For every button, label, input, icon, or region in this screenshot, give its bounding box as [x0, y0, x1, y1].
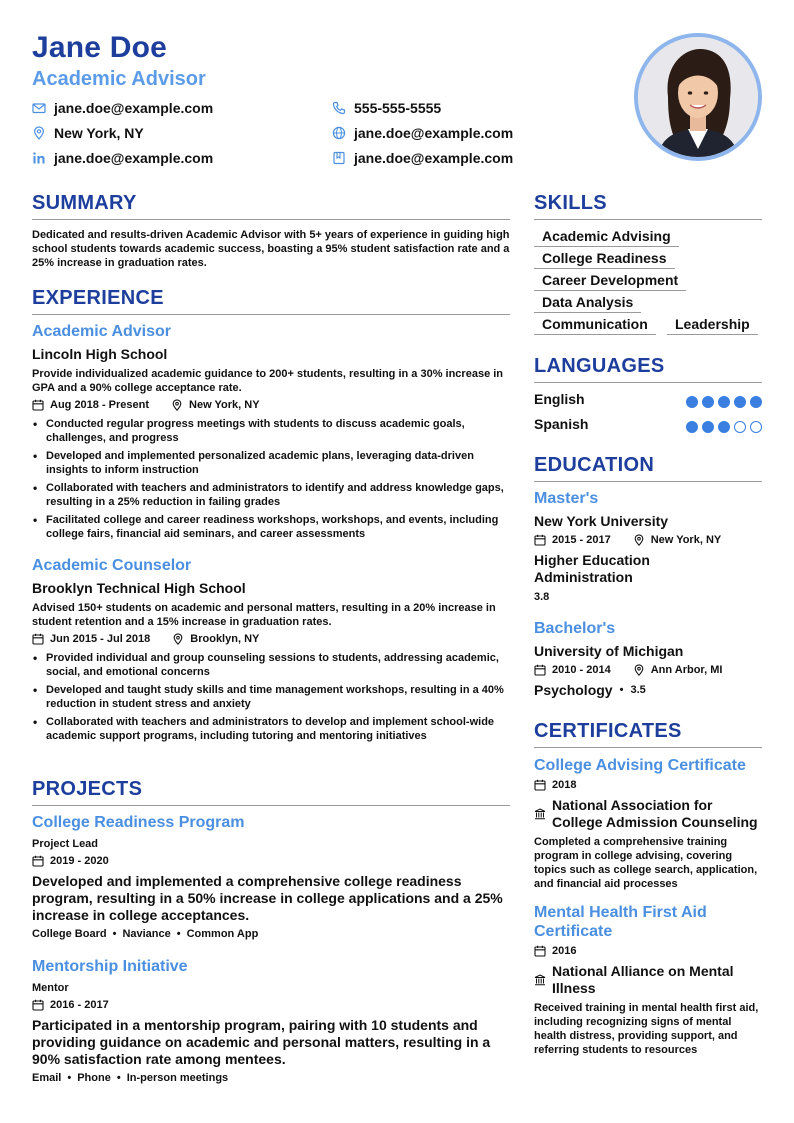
education-heading: EDUCATION	[534, 454, 655, 476]
calendar-icon	[32, 633, 44, 645]
tag: College Board	[32, 928, 107, 940]
job-meta	[32, 633, 259, 645]
job-dates: Aug 2018 - Present	[50, 399, 150, 411]
tag: Email	[32, 1072, 62, 1084]
contact-portfolio-text: jane.doe@example.com	[354, 150, 514, 166]
list-item: • Developed and taught study skills and time management workshops, resulting in a 40% reduction in student stress and anxiety	[32, 683, 514, 711]
contact-linkedin-text: jane.doe@example.com	[54, 150, 214, 166]
language-name: English	[534, 391, 585, 407]
mail-icon	[32, 101, 46, 115]
list-item: • Conducted regular progress meetings with students to discuss academic goals, challenges, and progress	[32, 417, 514, 445]
languages-heading: LANGUAGES	[534, 355, 665, 377]
level-dot-filled	[718, 396, 730, 408]
language-level	[686, 421, 762, 433]
project-tags: Email • Phone • In-person meetings	[32, 1072, 229, 1084]
phone-icon	[332, 101, 346, 115]
institution-icon	[534, 808, 546, 820]
projects-heading: PROJECTS	[32, 778, 143, 800]
institution-icon	[534, 974, 546, 986]
project-dates: 2016 - 2017	[50, 999, 109, 1011]
level-dot-filled	[750, 396, 762, 408]
gpa: 3.8	[534, 591, 550, 603]
contact-location-text: New York, NY	[54, 125, 144, 141]
contact-website[interactable]	[332, 125, 513, 141]
skill-tag: Communication	[534, 316, 656, 335]
education-meta	[534, 664, 722, 676]
skill-tag: Data Analysis	[534, 294, 641, 313]
contact-linkedin[interactable]	[32, 150, 213, 166]
list-item: • Developed and implemented personalized academic plans, leveraging data-driven insights to inform instruction	[32, 449, 514, 477]
contact-portfolio[interactable]	[332, 150, 513, 166]
calendar-icon	[534, 945, 546, 957]
project-description: Participated in a mentorship program, pairing with 10 students and providing guidance on academic and personal matters, resulting in a 90% satisfaction rate among mentees.	[32, 1017, 491, 1067]
linkedin-icon	[32, 151, 46, 165]
skills-divider	[534, 219, 762, 220]
summary-text: Dedicated and results-driven Academic Advisor with 5+ years of experience in guiding high school students towards academic success, boasting a 95% student satisfaction rate and a 25% increase in graduation rates.	[32, 229, 510, 269]
project-role: Mentor	[32, 982, 69, 994]
certificate-description: Received training in mental health first aid, including recognizing signs of mental health distress, providing support, and referring students to resources	[534, 1002, 759, 1056]
level-dot-filled	[718, 421, 730, 433]
calendar-icon	[32, 855, 44, 867]
job-location: Brooklyn, NY	[190, 633, 260, 645]
gpa: 3.5	[630, 684, 646, 696]
tag: Common App	[186, 928, 259, 940]
list-item: • Facilitated college and career readiness workshops, workshops, and events, including college fairs, financial aid seminars, and career assessments	[32, 513, 514, 541]
calendar-icon	[32, 999, 44, 1011]
contact-website-text: jane.doe@example.com	[354, 125, 514, 141]
job-organization: Lincoln High School	[32, 346, 168, 362]
level-dot-filled	[702, 421, 714, 433]
certificates-heading: CERTIFICATES	[534, 720, 682, 742]
project-description: Developed and implemented a comprehensive college readiness program, resulting in a 50% increase in college applications and a 25% increase in college acceptances.	[32, 873, 503, 923]
project-name: Mentorship Initiative	[32, 958, 188, 975]
education-dates: 2015 - 2017	[552, 534, 611, 546]
calendar-icon	[32, 399, 44, 411]
level-dot-filled	[686, 421, 698, 433]
location-pin-icon	[32, 126, 46, 140]
certificate-year-row	[534, 779, 576, 791]
calendar-icon	[534, 534, 546, 546]
job-description: Provide individualized academic guidance to 200+ students, resulting in a 30% increase in GPA and a 90% college acceptance rate.	[32, 368, 504, 394]
certificate-name: College Advising Certificate	[534, 757, 746, 774]
certificate-year-row	[534, 945, 576, 957]
certificate-year: 2016	[552, 945, 577, 957]
skills-heading: SKILLS	[534, 192, 607, 214]
skill-tag: College Readiness	[534, 250, 675, 269]
tag: Naviance	[122, 928, 171, 940]
job-title: Academic Counselor	[32, 557, 192, 574]
tag: In-person meetings	[126, 1072, 229, 1084]
avatar-illustration	[638, 37, 758, 157]
skill-tag: Career Development	[534, 272, 686, 291]
certificate-name: Mental Health First Aid Certificate	[534, 904, 707, 940]
job-location: New York, NY	[189, 399, 260, 411]
globe-icon	[332, 126, 346, 140]
calendar-icon	[534, 664, 546, 676]
calendar-icon	[534, 779, 546, 791]
language-name: Spanish	[534, 416, 589, 432]
field-of-study: Psychology	[534, 682, 613, 698]
location-pin-icon	[633, 664, 645, 676]
job-bullets	[32, 651, 514, 747]
project-tags: College Board • Naviance • Common App	[32, 928, 259, 940]
contact-phone-text: 555-555-5555	[354, 100, 442, 116]
level-dot-filled	[734, 396, 746, 408]
level-dot-filled	[702, 396, 714, 408]
language-level	[686, 396, 762, 408]
candidate-title: Academic Advisor	[32, 68, 206, 90]
list-item: • Collaborated with teachers and administrators to develop and implement school-wide academic support programs, including tutoring and mentoring initiatives	[32, 715, 514, 743]
location-pin-icon	[171, 399, 183, 411]
experience-divider	[32, 314, 510, 315]
summary-heading: SUMMARY	[32, 192, 137, 214]
project-meta	[32, 855, 109, 867]
education-location: Ann Arbor, MI	[650, 664, 723, 676]
certificates-divider	[534, 747, 762, 748]
education-meta	[534, 534, 721, 546]
level-dot-filled	[686, 396, 698, 408]
job-organization: Brooklyn Technical High School	[32, 580, 246, 596]
education-dates: 2010 - 2014	[552, 664, 611, 676]
certificate-year: 2018	[552, 779, 577, 791]
location-pin-icon	[172, 633, 184, 645]
job-title: Academic Advisor	[32, 323, 172, 340]
project-meta	[32, 999, 109, 1011]
job-bullets	[32, 417, 514, 545]
level-dot-empty	[734, 421, 746, 433]
certificate-issuer: National Association for College Admission Counseling	[552, 797, 758, 830]
job-meta	[32, 399, 260, 411]
project-dates: 2019 - 2020	[50, 855, 109, 867]
job-dates: Jun 2015 - Jul 2018	[50, 633, 151, 645]
contact-email-text: jane.doe@example.com	[54, 100, 214, 116]
bookmark-icon	[332, 151, 346, 165]
candidate-name: Jane Doe	[32, 31, 167, 64]
experience-heading: EXPERIENCE	[32, 287, 164, 309]
contact-phone[interactable]	[332, 100, 441, 116]
degree: Bachelor's	[534, 620, 616, 637]
skill-tag: Leadership	[667, 316, 758, 335]
project-name: College Readiness Program	[32, 814, 245, 831]
list-item: • Provided individual and group counseling sessions to students, addressing academic, social, and emotional concerns	[32, 651, 514, 679]
skill-tag: Academic Advising	[534, 228, 679, 247]
field-of-study: Higher Education Administration	[534, 552, 650, 585]
list-item: • Collaborated with teachers and administrators to identify and address knowledge gaps, resulting in a 25% reduction in failing grades	[32, 481, 514, 509]
field-and-gpa	[534, 682, 646, 698]
job-description: Advised 150+ students on academic and personal matters, resulting in a 20% increase in student retention and a 15% increase in graduation rates.	[32, 602, 496, 628]
level-dot-empty	[750, 421, 762, 433]
education-divider	[534, 481, 762, 482]
contact-email[interactable]	[32, 100, 213, 116]
projects-divider	[32, 805, 510, 806]
degree: Master's	[534, 490, 599, 507]
education-location: New York, NY	[650, 534, 722, 546]
languages-divider	[534, 382, 762, 383]
certificate-issuer: National Alliance on Mental Illness	[552, 963, 734, 996]
school: University of Michigan	[534, 643, 684, 659]
contact-location	[32, 125, 144, 141]
project-role: Project Lead	[32, 838, 99, 850]
separator-dot: •	[619, 684, 624, 696]
location-pin-icon	[633, 534, 645, 546]
profile-photo	[634, 33, 762, 161]
summary-divider	[32, 219, 510, 220]
tag: Phone	[77, 1072, 111, 1084]
certificate-description: Completed a comprehensive training program in college advising, covering topics such as college search, application, and financial aid processes	[534, 836, 758, 890]
school: New York University	[534, 513, 669, 529]
